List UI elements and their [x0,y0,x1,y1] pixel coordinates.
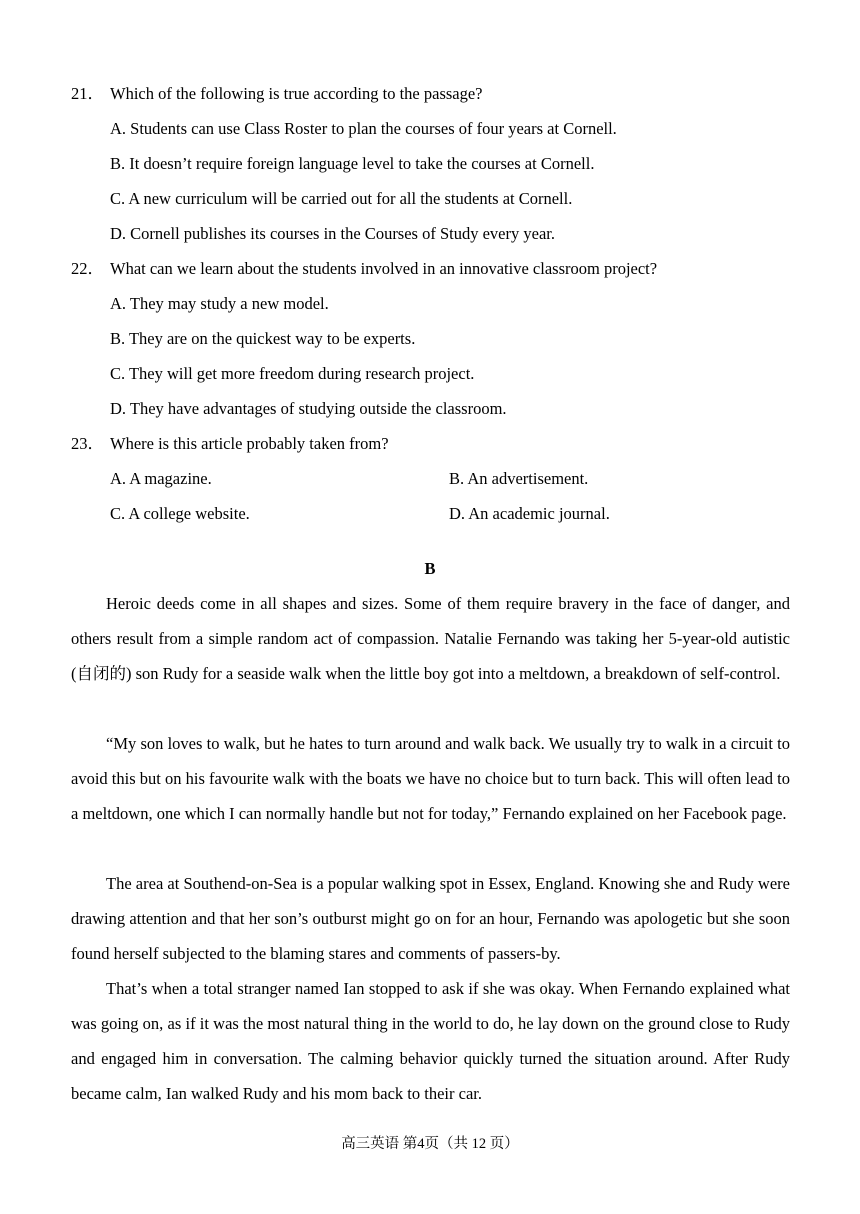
question-number: 21． [71,84,104,103]
page-footer: 高三英语 第4页（共 12 页） [341,1136,519,1152]
passage-paragraph-1: Heroic deeds come in all shapes and sizes. Some of them require bravery in the face of danger, and others result from a simple random act of compassion. Natalie Fernando was taking her 5-year-old autistic (自闭的) son Rudy for a seaside walk when the little boy got into a meltdown, a breakdown of self-control. [71,594,790,683]
option-21-b: B. It doesn’t require foreign language level to take the courses at Cornell. [110,154,595,173]
option-22-a: A. They may study a new model. [110,294,329,313]
option-22-c: C. They will get more freedom during research project. [110,364,475,383]
option-21-a: A. Students can use Class Roster to plan the courses of four years at Cornell. [110,119,617,138]
option-21-c: C. A new curriculum will be carried out for all the students at Cornell. [110,189,573,208]
section-title: B [424,559,436,578]
option-22-d: D. They have advantages of studying outside the classroom. [110,399,507,418]
question-text: What can we learn about the students involved in an innovative classroom project? [110,259,658,278]
option-23-b: B. An advertisement. [449,469,589,488]
question-text: Which of the following is true according to the passage? [110,84,483,103]
passage-paragraph-3: The area at Southend-on-Sea is a popular walking spot in Essex, England. Knowing she and Rudy were drawing attention and that her son’s outburst might go on for an hour, Fernando was apologetic but she soon found herself subjected to the blaming stares and comments of passers-by. [71,874,790,963]
question-number: 22． [71,259,104,278]
option-23-c: C. A college website. [110,504,250,523]
passage-paragraph-2: “My son loves to walk, but he hates to turn around and walk back. We usually try to walk in a circuit to avoid this but on his favourite walk with the boats we have no choice but to turn back. This will often lead to a meltdown, one which I can normally handle but not for today,” Fernando explained on her Facebook page. [71,734,790,823]
question-text: Where is this article probably taken from? [110,434,389,453]
passage-paragraph-4: That’s when a total stranger named Ian stopped to ask if she was okay. When Fernando explained what was going on, as if it was the most natural thing in the world to do, he lay down on the ground close to Rudy and engaged him in conversation. The calming behavior quickly turned the situation around. After Rudy became calm, Ian walked Rudy and his mom back to their car. [71,979,790,1103]
option-23-d: D. An academic journal. [449,504,610,523]
option-21-d: D. Cornell publishes its courses in the Courses of Study every year. [110,224,555,243]
option-23-a: A. A magazine. [110,469,212,488]
question-number: 23． [71,434,104,453]
option-22-b: B. They are on the quickest way to be experts. [110,329,416,348]
